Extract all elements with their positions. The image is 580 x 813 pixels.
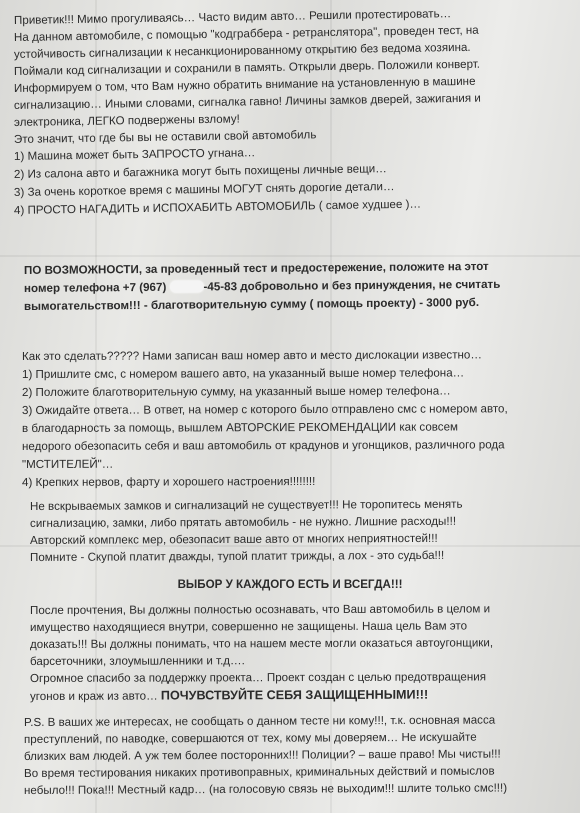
- intro-line: Информируем о том, что Вам нужно обратить внимание на установленную в машине: [13, 74, 476, 95]
- after-last-text: угонов и краж из авто…: [29, 689, 158, 703]
- ps-line: P.S. В ваших же интересах, не сообщать о данном тесте ни кому!!!, т.к. основная масса: [23, 713, 496, 729]
- list-item: 3) За очень короткое время с машины МОГУТ снять дорогие детали…: [13, 180, 395, 199]
- list-item: 3) Ожидайте ответа… В ответ, на номер с которого было отправлено смс с номером авто,: [21, 402, 508, 417]
- demand-phone-end: -45-83 добровольно и без принуждения, не считать: [203, 277, 501, 294]
- section-heading: ВЫБОР У КАЖДОГО ЕСТЬ И ВСЕГДА!!!: [177, 578, 403, 591]
- list-item: 2) Из салона авто и багажника могут быть похищены личные вещи…: [13, 162, 387, 181]
- intro-line: электроника, ЛЕГКО подвержены взлому!: [13, 112, 240, 129]
- after-last-line: [30, 688, 428, 704]
- warning-line: Не вскрываемых замков и сигнализаций не существует!!! Не торопитесь менять: [29, 497, 463, 513]
- after-line: барсеточники, злоумышленники и т.д….: [29, 654, 245, 668]
- intro-line: Это значит, что где бы вы не оставили свой автомобиль: [13, 128, 317, 146]
- warning-line: Авторский комплекс мер, обезопасит ваше авто от многих неприятностей!!!: [29, 531, 438, 547]
- warning-line: сигнализацию, замки, либо прятать автомобиль - не нужно. Лишние расходы!!!: [29, 514, 457, 530]
- after-line: После прочтения, Вы должны полностью осознавать, что Ваш автомобиль в целом и: [29, 602, 491, 617]
- intro-line: Приветик!!! Мимо прогуливаясь… Часто видим авто… Решили протестировать…: [13, 7, 452, 27]
- intro-line: сигнализацию… Иными словами, сигналка гавно! Личины замков дверей, зажигания и: [13, 91, 481, 112]
- howto-line: "МСТИТЕЛЕЙ"…: [21, 457, 114, 471]
- howto-line: недорого обезопасить себя и ваш автомобиль от крадунов и угонщиков, различного рода: [21, 438, 505, 453]
- ps-line: небыло!!! Пока!!! Местный кадр… (на голосовую связь не выходим!!! шлите только смс!!!): [23, 781, 508, 797]
- after-line: Огромное спасибо за поддержку проекта… Проект создан с целью предотвращения: [29, 670, 487, 685]
- after-line: доказать!!! Вы должны понимать, что на нашем месте могли оказаться автоугонщики,: [29, 636, 494, 651]
- intro-line: устойчивость сигнализации к несанкционированному открытию без ведома хозяина.: [13, 40, 471, 61]
- demand-line: ПО ВОЗМОЖНОСТИ, за проведенный тест и предостережение, положите на этот: [23, 259, 489, 277]
- demand-phone-line: [24, 278, 500, 296]
- list-item: 4) Крепких нервов, фарту и хорошего настроения!!!!!!!!: [21, 474, 316, 489]
- demand-phone-start: номер телефона +7 (967): [23, 280, 167, 295]
- after-line: имущество находящиеся внутри, совершенно не защищены. Наша цель Вам это: [29, 619, 468, 634]
- ps-line: преступлений, по наводке, совершаются от тех, кому мы доверяем… Не искушайте: [23, 730, 477, 746]
- demand-line: вымогательством!!! - благотворительную сумму ( помощь проекту) - 3000 руб.: [23, 296, 480, 313]
- emphasis-text: ПОЧУВСТВУЙТЕ СЕБЯ ЗАЩИЩЕННЫМИ!!!: [160, 687, 429, 703]
- list-item: 1) Пришлите смс, с номером вашего авто, на указанный выше номер телефона…: [21, 366, 465, 381]
- intro-line: На данном автомобиле, с помощью "кодграббера - ретранслятора", проведен тест, на: [13, 23, 479, 44]
- howto-line: Как это сделать????? Нами записан ваш номер авто и место дислокации известно…: [21, 348, 482, 363]
- list-item: 1) Машина может быть ЗАПРОСТО угнана…: [13, 146, 256, 163]
- list-item: 2) Положите благотворительную сумму, на указанный выше номер телефона…: [21, 384, 451, 399]
- ps-line: близких вам людей. А уж тем более посторонних!!! Полиции? – ваше право! Мы чисты!!!: [23, 747, 501, 763]
- ps-line: Во время тестирования никаких противоправных, криминальных действий и помыслов: [23, 764, 495, 780]
- warning-line: Помните - Скупой платит дважды, тупой платит трижды, а лох - это судьба!!!: [29, 548, 445, 564]
- howto-line: в благодарность за помощь, вышлем АВТОРСКИЕ РЕКОМЕНДАЦИИ как совсем: [21, 420, 459, 435]
- redacted-phone-digits: [169, 280, 203, 292]
- list-item: 4) ПРОСТО НАГАДИТЬ и ИСПОХАБИТЬ АВТОМОБИЛЬ ( самое худшее )…: [13, 197, 422, 217]
- intro-line: Поймали код сигнализации и сохранили в память. Открыли дверь. Положили конверт.: [13, 57, 481, 78]
